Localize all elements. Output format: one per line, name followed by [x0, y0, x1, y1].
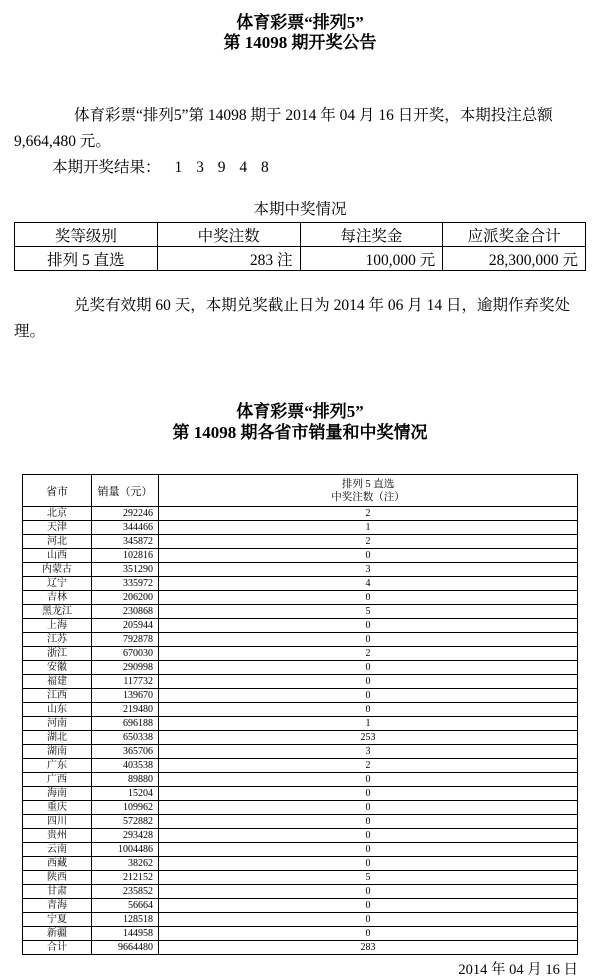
draw-result-numbers: 1 3 9 4 8 — [174, 159, 270, 176]
province-row — [23, 507, 578, 521]
province-name-cell: 海南 — [23, 787, 92, 801]
sales-amount-cell: 144958 — [92, 927, 159, 941]
province-name-cell: 北京 — [23, 507, 92, 521]
province-row — [23, 885, 578, 899]
prize-table-caption: 本期中奖情况 — [253, 201, 347, 218]
win-count-cell: 3 — [159, 563, 578, 577]
province-header-direct — [159, 475, 578, 507]
win-count-cell: 1 — [159, 521, 578, 535]
province-name-cell: 青海 — [23, 899, 92, 913]
province-row — [23, 815, 578, 829]
province-row — [23, 521, 578, 535]
province-row — [23, 647, 578, 661]
win-count-cell: 2 — [159, 647, 578, 661]
province-header-direct-line1: 排列 5 直选 — [341, 478, 395, 490]
win-count-cell: 0 — [159, 703, 578, 717]
sales-amount-cell: 696188 — [92, 717, 159, 731]
sales-amount-cell: 351290 — [92, 563, 159, 577]
province-row — [23, 633, 578, 647]
province-name-cell: 山东 — [23, 703, 92, 717]
win-count-cell: 0 — [159, 549, 578, 563]
win-count-cell: 0 — [159, 899, 578, 913]
sales-amount-cell: 219480 — [92, 703, 159, 717]
sales-amount-cell: 109962 — [92, 801, 159, 815]
win-count-cell: 0 — [159, 885, 578, 899]
province-name-cell: 甘肃 — [23, 885, 92, 899]
sales-amount-cell: 792878 — [92, 633, 159, 647]
sales-amount-cell: 206200 — [92, 591, 159, 605]
sales-amount-cell: 212152 — [92, 871, 159, 885]
win-count-cell: 0 — [159, 787, 578, 801]
win-count-cell: 2 — [159, 535, 578, 549]
province-header-direct-line2: 中奖注数（注） — [331, 491, 405, 503]
province-name-cell: 贵州 — [23, 829, 92, 843]
province-name-cell: 新疆 — [23, 927, 92, 941]
prize-table-header-row — [15, 223, 586, 247]
province-row — [23, 829, 578, 843]
win-count-cell: 0 — [159, 913, 578, 927]
province-header-sales: 销量（元） — [92, 475, 159, 507]
prize-header-count: 中奖注数 — [157, 223, 300, 247]
province-row — [23, 801, 578, 815]
win-count-cell: 3 — [159, 745, 578, 759]
prize-header-total: 应派奖金合计 — [443, 223, 586, 247]
prize-table-data-row — [15, 247, 586, 271]
intro-paragraph: 体育彩票“排列5”第 14098 期于 2014 年 04 月 16 日开奖，本期投注总额 9,664,480 元。 — [14, 107, 553, 150]
province-row — [23, 563, 578, 577]
win-count-cell: 0 — [159, 843, 578, 857]
province-name-cell: 江西 — [23, 689, 92, 703]
province-row — [23, 717, 578, 731]
province-row — [23, 619, 578, 633]
draw-result-label: 本期开奖结果： — [52, 159, 161, 176]
sales-amount-cell: 650338 — [92, 731, 159, 745]
page-title-line2: 第 14098 期开奖公告 — [223, 33, 377, 52]
sales-amount-cell: 290998 — [92, 661, 159, 675]
sales-amount-cell: 38262 — [92, 857, 159, 871]
win-count-cell: 0 — [159, 857, 578, 871]
prize-header-level: 奖等级别 — [15, 223, 158, 247]
province-sales-table — [22, 474, 578, 955]
sales-amount-cell: 365706 — [92, 745, 159, 759]
province-table-header-row — [23, 475, 578, 507]
province-row — [23, 591, 578, 605]
win-count-cell: 0 — [159, 619, 578, 633]
province-row — [23, 927, 578, 941]
province-name-cell: 河南 — [23, 717, 92, 731]
province-row — [23, 913, 578, 927]
province-name-cell: 上海 — [23, 619, 92, 633]
sales-amount-cell: 344466 — [92, 521, 159, 535]
validity-paragraph: 兑奖有效期 60 天，本期兑奖截止日为 2014 年 06 月 14 日，逾期作弃奖处理。 — [14, 297, 571, 340]
sales-amount-cell: 335972 — [92, 577, 159, 591]
province-name-cell: 黑龙江 — [23, 605, 92, 619]
province-name-cell: 安徽 — [23, 661, 92, 675]
province-name-cell: 西藏 — [23, 857, 92, 871]
win-count-cell: 0 — [159, 633, 578, 647]
province-name-cell: 浙江 — [23, 647, 92, 661]
province-name-cell: 河北 — [23, 535, 92, 549]
province-name-cell: 重庆 — [23, 801, 92, 815]
province-name-cell: 福建 — [23, 675, 92, 689]
province-name-cell: 广西 — [23, 773, 92, 787]
win-count-cell: 0 — [159, 927, 578, 941]
win-count-cell: 0 — [159, 829, 578, 843]
province-table-body — [23, 507, 578, 955]
province-row — [23, 745, 578, 759]
province-row — [23, 703, 578, 717]
win-count-cell: 253 — [159, 731, 578, 745]
province-row — [23, 535, 578, 549]
province-name-cell: 山西 — [23, 549, 92, 563]
section2-title-line2: 第 14098 期各省市销量和中奖情况 — [172, 423, 428, 442]
province-row — [23, 577, 578, 591]
sales-amount-cell: 235852 — [92, 885, 159, 899]
sales-amount-cell: 403538 — [92, 759, 159, 773]
draw-result-line — [14, 155, 586, 181]
issue-date: 2014 年 04 月 16 日 — [458, 962, 578, 978]
province-row — [23, 689, 578, 703]
province-row — [23, 857, 578, 871]
province-name-cell: 湖北 — [23, 731, 92, 745]
section2-title — [14, 401, 586, 443]
prize-table — [14, 222, 586, 271]
province-row — [23, 773, 578, 787]
sales-amount-cell: 139670 — [92, 689, 159, 703]
province-name-cell: 内蒙古 — [23, 563, 92, 577]
win-count-cell: 0 — [159, 591, 578, 605]
prize-total-cell: 28,300,000 元 — [443, 247, 586, 271]
province-row — [23, 871, 578, 885]
page-title — [14, 0, 586, 53]
province-row — [23, 661, 578, 675]
province-row — [23, 843, 578, 857]
sales-amount-cell: 345872 — [92, 535, 159, 549]
win-count-cell: 0 — [159, 675, 578, 689]
province-row — [23, 759, 578, 773]
province-name-cell: 四川 — [23, 815, 92, 829]
province-name-cell: 江苏 — [23, 633, 92, 647]
total-row — [23, 941, 578, 955]
province-row — [23, 731, 578, 745]
win-count-cell: 2 — [159, 507, 578, 521]
win-count-cell: 2 — [159, 759, 578, 773]
win-count-cell: 0 — [159, 689, 578, 703]
win-count-cell: 0 — [159, 773, 578, 787]
province-header-name: 省市 — [23, 475, 92, 507]
sales-amount-cell: 9664480 — [92, 941, 159, 955]
province-name-cell: 天津 — [23, 521, 92, 535]
sales-amount-cell: 56664 — [92, 899, 159, 913]
win-count-cell: 5 — [159, 871, 578, 885]
province-name-cell: 湖南 — [23, 745, 92, 759]
province-row — [23, 605, 578, 619]
page-title-line1: 体育彩票“排列5” — [236, 13, 364, 32]
sales-amount-cell: 128518 — [92, 913, 159, 927]
sales-amount-cell: 670030 — [92, 647, 159, 661]
win-count-cell: 1 — [159, 717, 578, 731]
prize-level-cell: 排列 5 直选 — [15, 247, 158, 271]
province-row — [23, 675, 578, 689]
province-row — [23, 549, 578, 563]
sales-amount-cell: 572882 — [92, 815, 159, 829]
province-name-cell: 吉林 — [23, 591, 92, 605]
win-count-cell: 0 — [159, 801, 578, 815]
section2-title-line1: 体育彩票“排列5” — [236, 402, 364, 421]
sales-amount-cell: 293428 — [92, 829, 159, 843]
sales-amount-cell: 205944 — [92, 619, 159, 633]
province-name-cell: 合计 — [23, 941, 92, 955]
province-name-cell: 云南 — [23, 843, 92, 857]
prize-count-cell: 283 注 — [157, 247, 300, 271]
prize-header-amount: 每注奖金 — [300, 223, 443, 247]
sales-amount-cell: 102816 — [92, 549, 159, 563]
sales-amount-cell: 230868 — [92, 605, 159, 619]
sales-amount-cell: 1004486 — [92, 843, 159, 857]
province-name-cell: 宁夏 — [23, 913, 92, 927]
province-name-cell: 辽宁 — [23, 577, 92, 591]
province-row — [23, 787, 578, 801]
win-count-cell: 0 — [159, 661, 578, 675]
win-count-cell: 283 — [159, 941, 578, 955]
province-name-cell: 陕西 — [23, 871, 92, 885]
sales-amount-cell: 89880 — [92, 773, 159, 787]
win-count-cell: 0 — [159, 815, 578, 829]
sales-amount-cell: 117732 — [92, 675, 159, 689]
prize-amount-cell: 100,000 元 — [300, 247, 443, 271]
province-name-cell: 广东 — [23, 759, 92, 773]
sales-amount-cell: 292246 — [92, 507, 159, 521]
province-row — [23, 899, 578, 913]
sales-amount-cell: 15204 — [92, 787, 159, 801]
win-count-cell: 5 — [159, 605, 578, 619]
win-count-cell: 4 — [159, 577, 578, 591]
